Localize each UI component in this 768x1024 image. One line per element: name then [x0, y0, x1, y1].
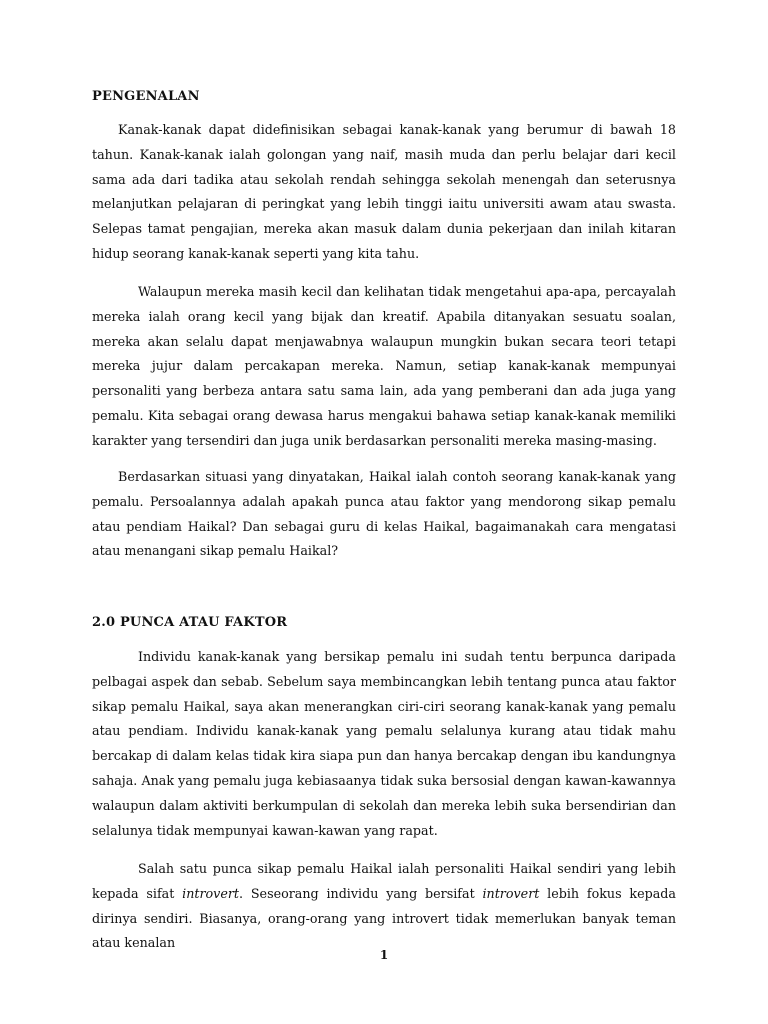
section2-paragraph-2: Salah satu punca sikap pemalu Haikal ialah personaliti Haikal sendiri yang lebih kepada sifat introvert. Seseorang individu yang bersifat introvert lebih fokus kepada dirinya sendiri. Biasanya, orang-orang yang introvert tidak memerlukan banyak teman atau kenalan	[92, 861, 676, 951]
introvert-term: introvert	[482, 885, 540, 901]
introvert-term: introvert	[182, 885, 240, 901]
page-number: 1	[379, 948, 389, 962]
intro-paragraph-2: Walaupun mereka masih kecil dan kelihatan tidak mengetahui apa-apa, percayalah mereka ialah orang kecil yang bijak dan kreatif. Apabila ditanyakan sesuatu soalan, mereka akan selalu dapat menjawabnya walaupun mungkin bukan secara teori tetapi mereka jujur dalam percakapan mereka. Namun, setiap kanak-kanak mempunyai personaliti yang berbeza antara satu sama lain, ada yang pemberani dan ada juga yang pemalu. Kita sebagai orang dewasa harus mengakui bahawa setiap kanak-kanak memiliki karakter yang tersendiri dan juga unik berdasarkan personaliti mereka masing-masing.	[92, 284, 676, 448]
heading-section-2: 2.0 PUNCA ATAU FAKTOR	[92, 615, 288, 630]
heading-pengenalan: PENGENALAN	[92, 89, 200, 104]
intro-paragraph-1: Kanak-kanak dapat didefinisikan sebagai kanak-kanak yang berumur di bawah 18 tahun. Kanak-kanak ialah golongan yang naif, masih muda dan perlu belajar dari kecil sama ada dari tadika atau sekolah rendah sehingga sekolah menengah dan seterusnya melanjutkan pelajaran di peringkat yang lebih tinggi iaitu universiti awam atau swasta. Selepas tamat pengajian, mereka akan masuk dalam dunia pekerjaan dan inilah kitaran hidup seorang kanak-kanak seperti yang kita tahu.	[92, 122, 676, 261]
intro-paragraph-3: Berdasarkan situasi yang dinyatakan, Haikal ialah contoh seorang kanak-kanak yang pemalu. Persoalannya adalah apakah punca atau faktor yang mendorong sikap pemalu atau pendiam Haikal? Dan sebagai guru di kelas Haikal, bagaimanakah cara mengatasi atau menangani sikap pemalu Haikal?	[92, 469, 676, 559]
section2-paragraph-1: Individu kanak-kanak yang bersikap pemalu ini sudah tentu berpunca daripada pelbagai aspek dan sebab. Sebelum saya membincangkan lebih tentang punca atau faktor sikap pemalu Haikal, saya akan menerangkan ciri-ciri seorang kanak-kanak yang pemalu atau pendiam. Individu kanak-kanak yang pemalu selalunya kurang atau tidak mahu bercakap di dalam kelas tidak kira siapa pun dan hanya bercakap dengan ibu kandungnya sahaja. Anak yang pemalu juga kebiasaanya tidak suka bersosial dengan kawan-kawannya walaupun dalam aktiviti berkumpulan di sekolah dan mereka lebih suka bersendirian dan selalunya tidak mempunyai kawan-kawan yang rapat.	[92, 649, 676, 838]
